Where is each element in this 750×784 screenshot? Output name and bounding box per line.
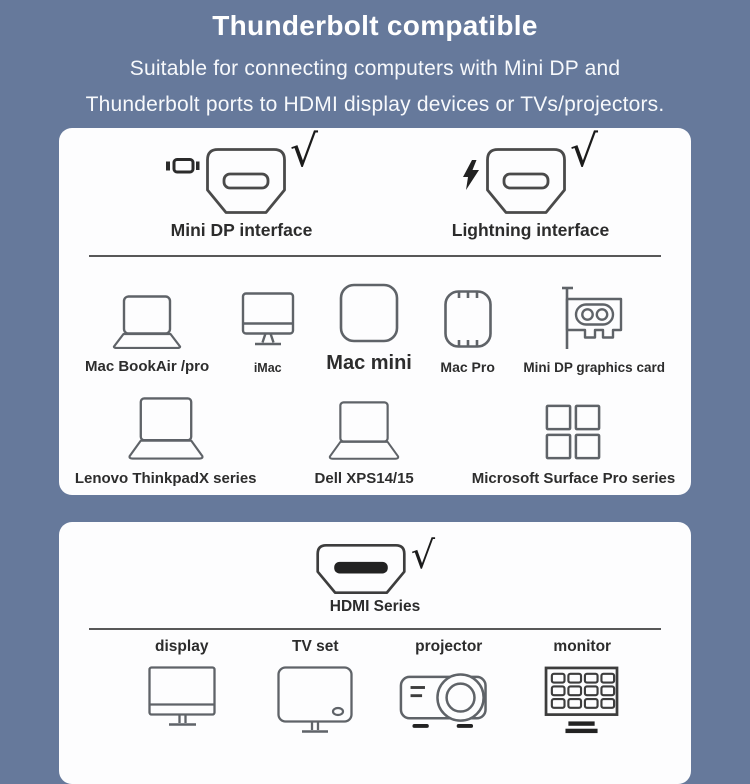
display-monitor-icon	[144, 666, 220, 746]
lightning-port-label: Lightning interface	[451, 220, 610, 240]
device-label: iMac	[253, 361, 282, 375]
tv-set-icon	[274, 666, 356, 746]
device-label: Mac Pro	[440, 359, 495, 375]
devices-row-1	[59, 257, 691, 375]
hdmi-compatibility-card	[59, 522, 691, 784]
device-graphics-card	[523, 289, 665, 375]
device-label: TV set	[291, 638, 339, 655]
microsoft-logo-icon	[544, 397, 602, 461]
checkmark-icon: √	[569, 126, 599, 177]
macbook-laptop-icon	[109, 287, 185, 349]
mac-mini-box-icon	[339, 281, 399, 343]
hdmi-port-group	[59, 522, 691, 594]
device-label: Mac mini	[326, 352, 412, 374]
laptop-icon	[119, 397, 213, 461]
device-surface	[472, 397, 675, 487]
lightning-bolt-icon	[463, 160, 479, 190]
device-projector	[382, 638, 516, 746]
device-label: Mac BookAir /pro	[85, 358, 210, 375]
device-label: projector	[415, 638, 483, 655]
laptop-icon	[321, 397, 407, 461]
monitor-video-wall-icon	[543, 666, 621, 746]
device-label: display	[155, 638, 209, 655]
device-mac-mini	[326, 281, 412, 375]
output-devices-row	[59, 630, 691, 746]
lightning-connector-icon	[486, 148, 566, 214]
projector-icon	[399, 666, 499, 746]
device-lenovo	[75, 397, 257, 487]
ports-compatibility-card	[59, 128, 691, 495]
mini-dp-port-label: Mini DP interface	[170, 220, 313, 240]
lightning-visual	[463, 126, 599, 220]
mini-dp-visual	[165, 126, 319, 220]
device-label: Mini DP graphics card	[523, 360, 665, 375]
device-macbook	[85, 287, 209, 375]
page-title: Thunderbolt compatible	[212, 10, 538, 41]
lightning-port-group	[386, 126, 675, 241]
mini-dp-connector-icon	[206, 148, 286, 214]
hdmi-port-label: HDMI Series	[329, 598, 421, 615]
device-label: Lenovo ThinkpadX series	[74, 470, 257, 487]
device-label: Dell XPS14/15	[314, 470, 414, 487]
device-label: monitor	[553, 638, 612, 655]
device-label: Microsoft Surface Pro series	[471, 470, 676, 487]
ports-row	[59, 128, 691, 241]
device-mac-pro	[440, 288, 494, 375]
device-imac	[238, 290, 298, 375]
mini-dp-logo-icon	[165, 156, 201, 176]
graphics-card-icon	[560, 289, 628, 351]
imac-monitor-icon	[238, 290, 298, 352]
subtitle-line-1: Suitable for connecting computers with Mini DP and	[129, 57, 621, 80]
header	[0, 0, 750, 117]
hdmi-connector-icon	[315, 544, 407, 594]
device-display	[115, 638, 249, 746]
subtitle-line-2: Thunderbolt ports to HDMI display devices or TVs/projectors.	[85, 93, 665, 116]
checkmark-icon: √	[289, 126, 319, 177]
device-monitor	[516, 638, 650, 746]
checkmark-icon: √	[410, 533, 436, 577]
device-tv-set	[249, 638, 383, 746]
mac-pro-cylinder-icon	[442, 288, 494, 350]
mini-dp-port-group	[97, 126, 386, 241]
device-dell	[315, 397, 414, 487]
devices-row-2	[59, 375, 691, 487]
